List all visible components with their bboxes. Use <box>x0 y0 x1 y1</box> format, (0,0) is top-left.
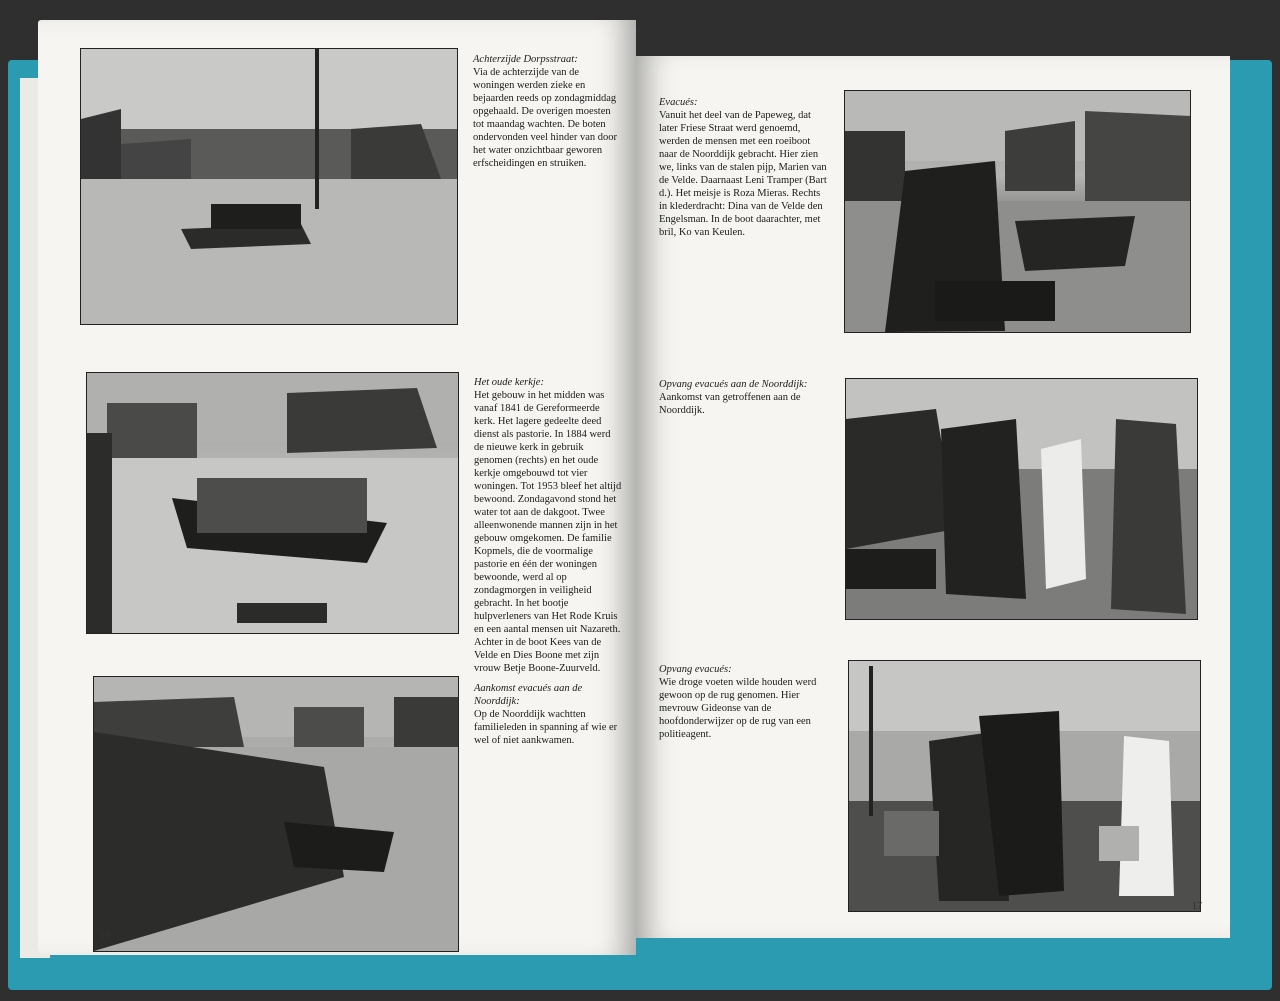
photo-old-church-boat <box>86 372 459 634</box>
photo-opvang-noorddijk <box>845 378 1198 620</box>
caption-title: Opvang evacués aan de Noorddijk: <box>659 379 808 390</box>
photo-flooded-street-boat <box>80 48 458 325</box>
left-page <box>38 20 636 955</box>
photo-arrival-noorddijk <box>93 676 459 952</box>
caption-title: Aankomst evacués aan de Noorddijk: <box>474 683 583 707</box>
caption-body: Via de achterzijde van de woningen werden zieke en bejaarden reeds op zondagmiddag opgehaald. De overigen moesten tot maandag wachten. De boten ondervonden veel hinder van door het water onzichtbaar geworen erfscheidingen en struiken. <box>473 67 618 169</box>
photo-evacues-rowboat <box>844 90 1191 333</box>
caption-evacues <box>659 96 829 239</box>
caption-aankomst <box>474 682 626 747</box>
caption-body: Het gebouw in het midden was vanaf 1841 de Gereformeerde kerk. Het lagere gedeelte deed dienst als pastorie. In 1884 werd de nieuwe kerk in gebruik genomen (rechts) en het oude kerkje omgebouwd tot vier woningen. Tot 1953 bleef het altijd bewoond. Zondagavond stond het water tot aan de dakgoot. Twee alleenwonende mannen zijn in het gebouw omgekomen. De familie Kopmels, die de voormalige pastorie en één der woningen bewoonde, werd al op zondagmorgen in veiligheid gebracht. In het bootje hulpverleners van Het Rode Kruis en een aantal mensen uit Nazareth. Achter in de boot Kees van de Velde en Dies Boone met zijn vrouw Betje Boone-Zuurveld. <box>474 390 622 674</box>
caption-body: Wie droge voeten wilde houden werd gewoon op de rug genomen. Hier mevrouw Gideonse van de hoofdonderwijzer op de rug van een politieagent. <box>659 677 817 740</box>
photo-piggyback-rescue <box>848 660 1201 912</box>
caption-title: Achterzijde Dorpsstraat: <box>473 54 578 65</box>
caption-oude-kerkje <box>474 376 622 675</box>
page-number-right: 17 <box>1192 901 1202 912</box>
caption-title: Het oude kerkje: <box>474 377 544 388</box>
caption-achterzijde <box>473 53 621 170</box>
caption-title: Evacués: <box>659 97 698 108</box>
caption-title: Opvang evacués: <box>659 664 732 675</box>
caption-body: Vanuit het deel van de Papeweg, dat later Friese Straat werd genoemd, werden de mensen met een roeiboot naar de Noorddijk gebracht. Hier zien we, links van de stalen pijp, Marien van de Velde. Daarnaast Leni Tramper (Bart d.). Het meisje is Roza Mieras. Rechts in klederdracht: Dina van de Velde den Engelsman. In de boot daarachter, met bril, Ko van Keulen. <box>659 110 827 238</box>
caption-body: Aankomst van getroffenen aan de Noorddijk. <box>659 392 801 416</box>
caption-opvang-noorddijk <box>659 378 834 417</box>
caption-opvang <box>659 663 834 741</box>
caption-body: Op de Noorddijk wachtten familieleden in spanning af wie er wel of niet aankwamen. <box>474 709 618 746</box>
right-page <box>636 56 1230 938</box>
page-number-left: 16 <box>100 930 110 941</box>
